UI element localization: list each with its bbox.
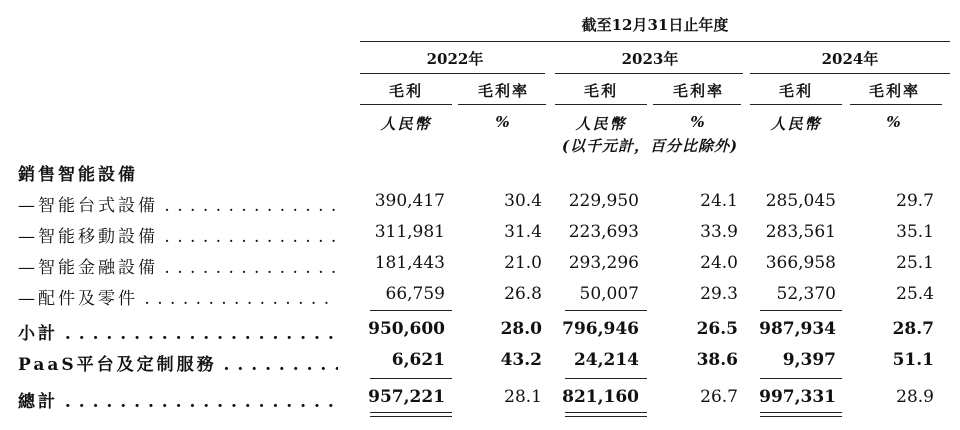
total-double-rule-1b — [370, 416, 452, 417]
row-label: —配件及零件 . . . — [18, 284, 338, 309]
col-gross-profit-2022: 毛利 — [388, 82, 423, 100]
total-double-rule-3b — [565, 416, 647, 417]
total-double-rule-5b — [760, 416, 842, 417]
cell-gross-margin-2023: 29.3 — [700, 284, 738, 304]
cell-gross-margin-2023: 26.7 — [700, 387, 738, 407]
cell-gross-margin-2024: 25.4 — [896, 284, 934, 304]
colhdr-rule-1 — [360, 104, 452, 105]
total-rule-1 — [370, 378, 452, 379]
cell-gross-margin-2022: 28.0 — [500, 319, 542, 339]
total-double-rule-1a — [370, 412, 452, 413]
colhdr-rule-5 — [750, 104, 842, 105]
total-double-rule-3a — [565, 412, 647, 413]
total-rule-5 — [760, 378, 842, 379]
row-label: —智能台式設備 . . . — [18, 191, 338, 216]
cell-gross-profit-2024: 283,561 — [765, 222, 836, 242]
year-2024: 2024年 — [821, 50, 879, 68]
cell-gross-profit-2024: 997,331 — [759, 387, 836, 407]
total-rule-3 — [565, 378, 647, 379]
cell-gross-profit-2022: 311,981 — [374, 222, 445, 242]
cell-gross-margin-2024: 28.7 — [892, 319, 934, 339]
cell-gross-profit-2024: 9,397 — [782, 350, 836, 370]
cell-gross-margin-2022: 28.1 — [504, 387, 542, 407]
unit-note: (以千元計，百分比除外) — [561, 137, 739, 155]
total-double-rule-5a — [760, 412, 842, 413]
header-rule-top — [360, 41, 950, 42]
cell-gross-margin-2023: 38.6 — [696, 350, 738, 370]
year-rule-2022 — [360, 73, 545, 74]
year-2022: 2022年 — [426, 50, 484, 68]
colhdr-rule-4 — [653, 104, 741, 105]
unit-rmb-2024: 人民幣 — [770, 115, 822, 133]
colhdr-rule-6 — [850, 104, 942, 105]
col-gross-profit-2023: 毛利 — [583, 82, 618, 100]
cell-gross-margin-2023: 33.9 — [700, 222, 738, 242]
year-rule-2024 — [750, 73, 950, 74]
cell-gross-margin-2024: 29.7 — [896, 191, 934, 211]
cell-gross-profit-2022: 181,443 — [374, 253, 445, 273]
col-gross-margin-2023: 毛利率 — [672, 82, 724, 100]
year-rule-2023 — [555, 73, 743, 74]
cell-gross-profit-2022: 6,621 — [391, 350, 445, 370]
cell-gross-margin-2022: 26.8 — [504, 284, 542, 304]
colhdr-rule-3 — [555, 104, 647, 105]
cell-gross-margin-2023: 24.0 — [700, 253, 738, 273]
cell-gross-margin-2022: 31.4 — [504, 222, 542, 242]
row-label-subtotal: 小計 . . . — [18, 319, 338, 344]
subtotal-rule-5 — [760, 310, 842, 311]
cell-gross-margin-2024: 25.1 — [896, 253, 934, 273]
col-gross-margin-2022: 毛利率 — [477, 82, 529, 100]
unit-pct-2023: % — [690, 113, 707, 131]
cell-gross-margin-2022: 30.4 — [504, 191, 542, 211]
unit-pct-2022: % — [495, 113, 512, 131]
cell-gross-margin-2024: 28.9 — [896, 387, 934, 407]
subtotal-rule-3 — [565, 310, 647, 311]
cell-gross-profit-2024: 987,934 — [759, 319, 836, 339]
cell-gross-profit-2023: 821,160 — [562, 387, 639, 407]
cell-gross-profit-2022: 390,417 — [374, 191, 445, 211]
section-title: 銷售智能設備 — [18, 165, 138, 185]
period-header: 截至12月31日止年度 — [581, 16, 729, 34]
cell-gross-margin-2023: 26.5 — [696, 319, 738, 339]
cell-gross-profit-2023: 229,950 — [568, 191, 639, 211]
cell-gross-profit-2023: 24,214 — [573, 350, 639, 370]
cell-gross-margin-2024: 35.1 — [896, 222, 934, 242]
cell-gross-profit-2022: 950,600 — [368, 319, 445, 339]
unit-pct-2024: % — [886, 113, 903, 131]
cell-gross-profit-2024: 285,045 — [765, 191, 836, 211]
subtotal-rule-1 — [370, 310, 452, 311]
cell-gross-profit-2024: 52,370 — [776, 284, 836, 304]
cell-gross-profit-2023: 50,007 — [579, 284, 639, 304]
unit-rmb-2022: 人民幣 — [380, 115, 432, 133]
cell-gross-margin-2022: 43.2 — [500, 350, 542, 370]
cell-gross-profit-2023: 293,296 — [568, 253, 639, 273]
col-gross-margin-2024: 毛利率 — [868, 82, 920, 100]
colhdr-rule-2 — [458, 104, 546, 105]
cell-gross-profit-2023: 796,946 — [562, 319, 639, 339]
row-label-total: 總計 . . . — [18, 387, 338, 412]
year-2023: 2023年 — [621, 50, 679, 68]
cell-gross-profit-2024: 366,958 — [765, 253, 836, 273]
cell-gross-profit-2023: 223,693 — [568, 222, 639, 242]
cell-gross-margin-2023: 24.1 — [700, 191, 738, 211]
col-gross-profit-2024: 毛利 — [778, 82, 813, 100]
cell-gross-margin-2024: 51.1 — [892, 350, 934, 370]
row-label-paas: PaaS平台及定制服務 . . . — [18, 350, 338, 375]
row-label: —智能金融設備 . . . — [18, 253, 338, 278]
cell-gross-profit-2022: 66,759 — [385, 284, 445, 304]
unit-rmb-2023: 人民幣 — [575, 115, 627, 133]
cell-gross-profit-2022: 957,221 — [368, 387, 445, 407]
cell-gross-margin-2022: 21.0 — [504, 253, 542, 273]
row-label: —智能移動設備 . . . — [18, 222, 338, 247]
